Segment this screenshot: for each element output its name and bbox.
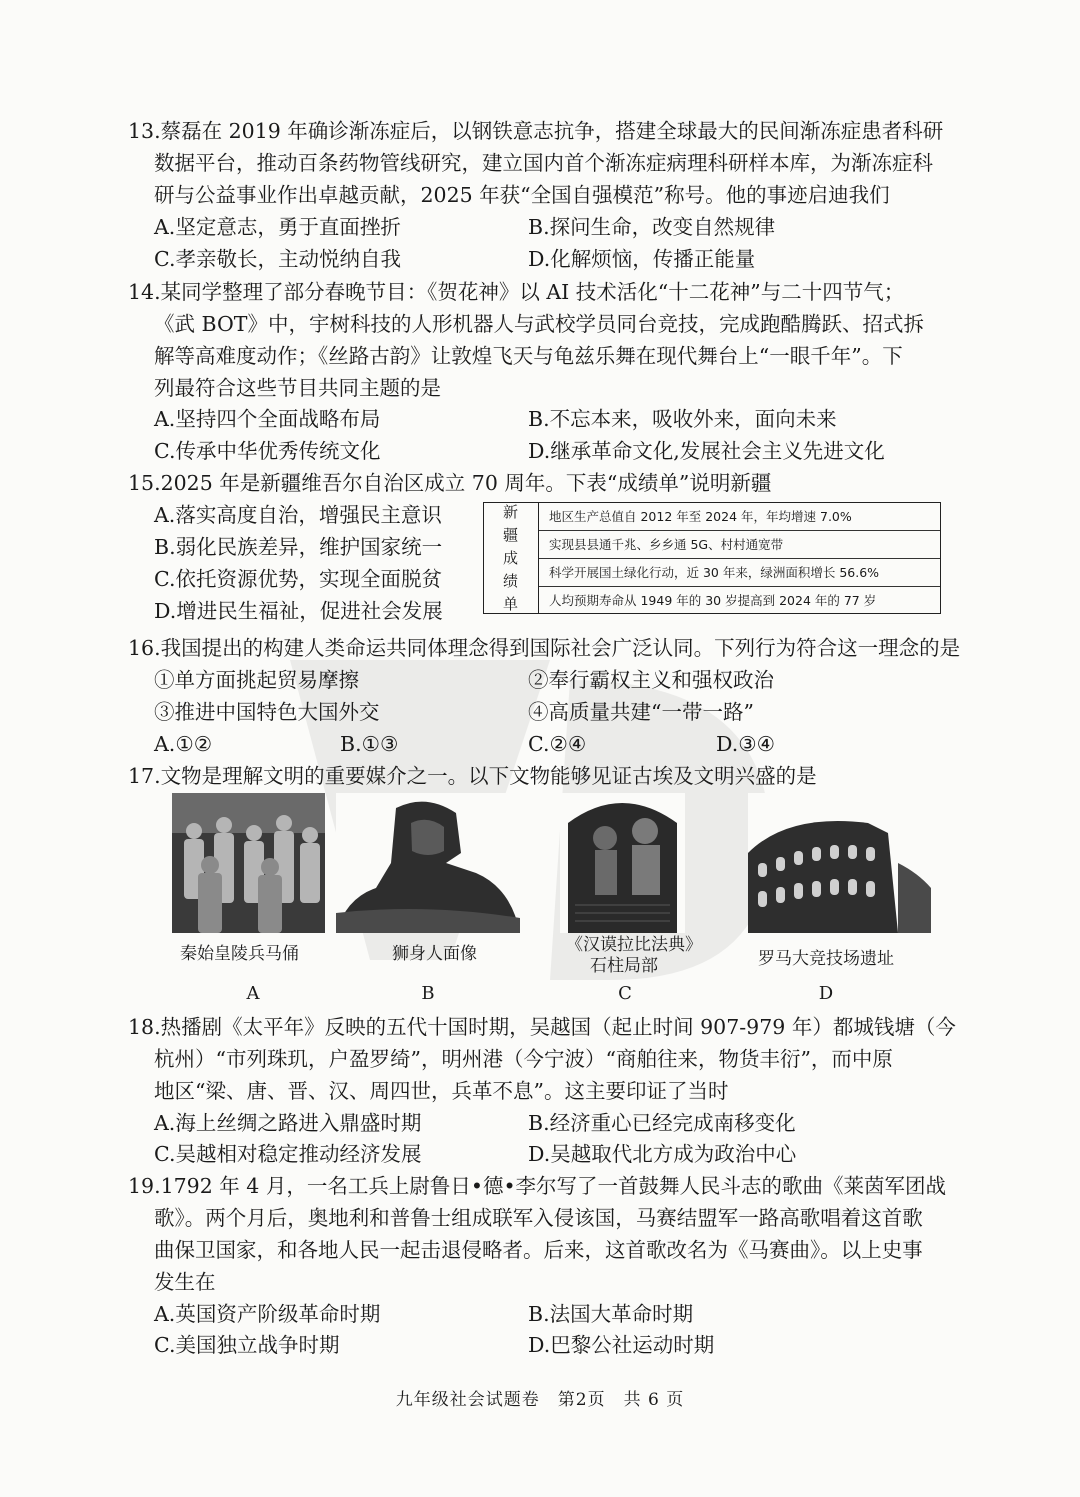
q18-stem-line-3: 地区“梁、唐、晋、汉、周四世，兵革不息”。这主要印证了当时: [154, 1079, 729, 1103]
q19-stem-line-3: 曲保卫国家，和各地人民一起击退侵略者。后来，这首歌改名为《马赛曲》。以上史事: [154, 1238, 923, 1262]
q18-option-a: A.海上丝绸之路进入鼎盛时期: [154, 1111, 422, 1135]
q18-option-c: C.吴越相对稳定推动经济发展: [154, 1142, 422, 1166]
table-side-label: [484, 503, 539, 613]
q19-option-a: A.英国资产阶级革命时期: [154, 1302, 381, 1326]
q14-option-d: D.继承革命文化,发展社会主义先进文化: [528, 439, 885, 463]
side-char: 单: [502, 594, 519, 613]
q14-option-b: B.不忘本来，吸收外来，面向未来: [528, 407, 837, 431]
q16-item-4: ④高质量共建“一带一路”: [528, 700, 754, 724]
caption-c-line-2: 石柱局部: [590, 956, 658, 976]
side-char: 绩: [502, 571, 519, 590]
q13-stem-line-2: 数据平台，推动百条药物管线研究，建立国内首个渐冻症病理科研样本库，为渐冻症科: [154, 151, 933, 175]
table-row: 地区生产总值自 2012 年至 2024 年，年均增速 7.0%: [539, 503, 940, 531]
q16-item-2: ②奉行霸权主义和强权政治: [528, 668, 774, 692]
q15-option-b: B.弱化民族差异，维护国家统一: [154, 535, 443, 559]
side-char: 疆: [502, 525, 519, 544]
q14-stem-line-3: 解等高难度动作；《丝路古韵》让敦煌飞天与龟兹乐舞在现代舞台上“一眼千年”。下: [154, 344, 903, 368]
table-row: 实现县县通千兆、乡乡通 5G、村村通宽带: [539, 531, 940, 559]
side-char: 新: [502, 502, 519, 521]
q13-option-a: A.坚定意志，勇于直面挫折: [154, 215, 401, 239]
q14-option-c: C.传承中华优秀传统文化: [154, 439, 381, 463]
q19-option-d: D.巴黎公社运动时期: [528, 1333, 715, 1357]
q14-stem-line-1: 14.某同学整理了部分春晚节目：《贺花神》以 AI 技术活化“十二花神”与二十四节气；: [128, 280, 905, 304]
q17-stem: 17.文物是理解文明的重要媒介之一。以下文物能够见证古埃及文明兴盛的是: [128, 764, 817, 788]
sphinx-image: [336, 793, 520, 933]
terracotta-warriors-image: [172, 793, 325, 933]
caption-d: 罗马大竞技场遗址: [758, 949, 894, 969]
q16-item-1: ①单方面挑起贸易摩擦: [154, 668, 359, 692]
q16-option-d: D.③④: [716, 732, 775, 756]
image-label-b: B: [421, 983, 435, 1004]
q16-item-3: ③推进中国特色大国外交: [154, 700, 380, 724]
q15-stem: 15.2025 年是新疆维吾尔自治区成立 70 周年。下表“成绩单”说明新疆: [128, 471, 772, 495]
q18-stem-line-1: 18.热播剧《太平年》反映的五代十国时期，吴越国（起止时间 907-979 年）都城钱塘（今: [128, 1015, 956, 1039]
q19-option-c: C.美国独立战争时期: [154, 1333, 340, 1357]
table-row: 人均预期寿命从 1949 年的 30 岁提高到 2024 年的 77 岁: [549, 593, 877, 608]
q14-stem-line-4: 列最符合这些节目共同主题的是: [154, 376, 441, 400]
q16-option-c: C.②④: [528, 732, 587, 756]
image-label-c: C: [618, 983, 632, 1004]
q14-option-a: A.坚持四个全面战略布局: [154, 407, 381, 431]
side-char: 成: [502, 548, 519, 567]
q18-option-d: D.吴越取代北方成为政治中心: [528, 1142, 797, 1166]
image-label-a: A: [246, 983, 260, 1004]
xinjiang-achievement-table: [483, 502, 941, 614]
q16-stem: 16.我国提出的构建人类命运共同体理念得到国际社会广泛认同。下列行为符合这一理念的是: [128, 636, 961, 660]
q18-stem-line-2: 杭州）“市列珠玑，户盈罗绮”，明州港（今宁波）“商舶往来，物货丰衍”，而中原: [154, 1047, 893, 1071]
q13-option-c: C.孝亲敬长，主动悦纳自我: [154, 247, 401, 271]
image-label-d: D: [818, 983, 834, 1004]
colosseum-image: [748, 793, 931, 933]
q16-option-b: B.①③: [340, 732, 399, 756]
q19-stem-line-1: 19.1792 年 4 月，一名工兵上尉鲁日•德•李尔写了一首鼓舞人民斗志的歌曲《莱茵军团战: [128, 1174, 947, 1198]
q13-stem-line-1: 13.蔡磊在 2019 年确诊渐冻症后，以钢铁意志抗争，搭建全球最大的民间渐冻症患者科研: [128, 119, 944, 143]
caption-a: 秦始皇陵兵马俑: [180, 944, 299, 964]
caption-b: 狮身人面像: [392, 944, 477, 964]
table-row: 科学开展国土绿化行动，近 30 年来，绿洲面积增长 56.6%: [539, 559, 940, 587]
q13-stem-line-3: 研与公益事业作出卓越贡献，2025 年获“全国自强模范”称号。他的事迹启迪我们: [154, 183, 890, 207]
q13-option-d: D.化解烦恼，传播正能量: [528, 247, 756, 271]
q15-option-a: A.落实高度自治，增强民主意识: [154, 503, 442, 527]
q19-stem-line-4: 发生在: [154, 1270, 216, 1294]
page-footer: 九年级社会试题卷 第2页 共 6 页: [395, 1390, 685, 1410]
q16-option-a: A.①②: [154, 732, 213, 756]
caption-c-line-1: 《汉谟拉比法典》: [566, 935, 702, 955]
q18-option-b: B.经济重心已经完成南移变化: [528, 1111, 796, 1135]
q15-option-d: D.增进民生福祉，促进社会发展: [154, 599, 443, 623]
hammurabi-code-image: [560, 793, 685, 933]
q19-stem-line-2: 歌》。两个月后，奥地利和普鲁士组成联军入侵该国，马赛结盟军一路高歌唱着这首歌: [154, 1206, 923, 1230]
q14-stem-line-2: 《武 BOT》中，宇树科技的人形机器人与武校学员同台竞技，完成跑酷腾跃、招式拆: [154, 312, 924, 336]
q19-option-b: B.法国大革命时期: [528, 1302, 694, 1326]
q15-option-c: C.依托资源优势，实现全面脱贫: [154, 567, 442, 591]
q13-option-b: B.探问生命，改变自然规律: [528, 215, 776, 239]
